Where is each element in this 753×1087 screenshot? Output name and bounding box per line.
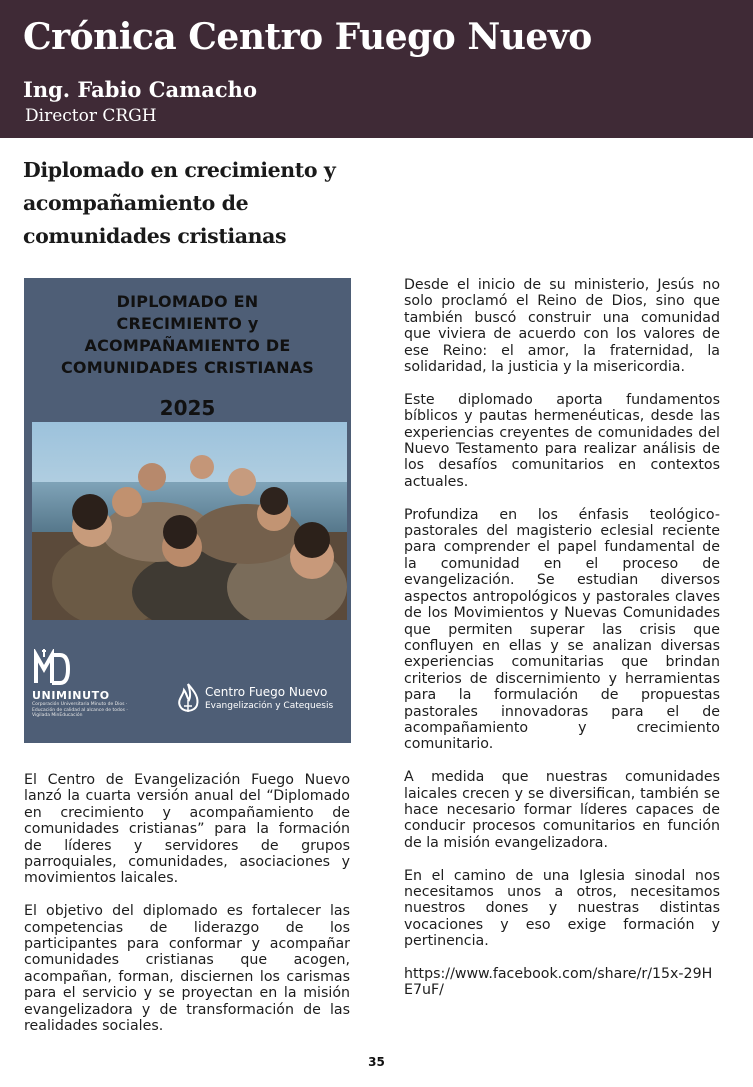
paragraph: El Centro de Evangelización Fuego Nuevo lanzó la cuarta versión anual del “Diplomado en crecimiento y acompañamiento de comunidades cristianas” para la formación de líderes y servidores de grupos parroquiales, comunidades, asociaciones y movimientos laicales. [24, 772, 350, 887]
article-title-line: comunidades cristianas [23, 224, 287, 248]
paragraph: Desde el inicio de su ministerio, Jesús no solo proclamó el Reino de Dios, sino que también buscó construir una comunidad que viviera de acuerdo con los valores de ese Reino: el amor, la fraternidad, la solidaridad, la justicia y la misericordia. [404, 277, 720, 376]
right-column [404, 277, 720, 1015]
cover-title-line: ACOMPAÑAMIENTO DE [84, 336, 291, 355]
page-number: 35 [368, 1055, 385, 1069]
cfn-logo-subtitle: Evangelización y Catequesis [205, 701, 334, 711]
paragraph: A medida que nuestras comunidades laicales crecen y se diversifican, también se hace necesario formar líderes capaces de conducir procesos comunitarios en función de la misión evangelizadora. [404, 769, 720, 851]
cover-title-line: COMUNIDADES CRISTIANAS [60, 358, 315, 377]
uniminuto-logo-subtitle: Corporación Universitaria Minuto de Dios · Educación de calidad al alcance de todos · Vigilada MinEducación [32, 702, 128, 718]
author-name: Ing. Fabio Camacho [23, 77, 257, 102]
page-title: Crónica Centro Fuego Nuevo [23, 16, 592, 58]
article-title [23, 154, 363, 253]
cfn-logo-name: Centro Fuego Nuevo [205, 685, 328, 699]
paragraph: Profundiza en los énfasis teológico-pastorales del magisterio eclesial reciente para comprender el papel fundamental de la comunidad en el proceso de evangelización. Se estudian diversos aspectos antropológicos y pastorales claves de los Movimientos y Nuevas Comunidades que permiten superar las crisis que confluyen en ellas y se analizan diversas experiencias comunitarias que brindan criterios de discernimiento y herramientas para la formulación de propuestas pastorales innovadoras para el de acompañamiento y crecimiento comunitario. [404, 506, 720, 753]
paragraph: Este diplomado aporta fundamentos bíblicos y pautas hermenéuticas, desde las experiencias creyentes de comunidades del Nuevo Testamento para realizar análisis de los desafíos comunitarios en contextos actuales. [404, 391, 720, 490]
article-title-line: Diplomado en crecimiento y [23, 158, 336, 182]
cover-title [24, 291, 351, 379]
author-role: Director CRGH [25, 106, 157, 126]
cover-year: 2025 [159, 396, 216, 420]
paragraph: El objetivo del diplomado es fortalecer las competencias de liderazgo de los participantes para conformar y acompañar comunidades cristianas que acogen, acompañan, forman, disciernen los carismas para el servicio y se proyectan en la misión evangelizadora y de transformación de las realidades sociales. [24, 903, 350, 1035]
facebook-link[interactable]: https://www.facebook.com/share/r/15x-29HE7uF/ [404, 965, 713, 999]
cover-title-line: DIPLOMADO EN [116, 292, 259, 311]
flame-icon [175, 682, 201, 714]
uniminuto-logo-icon [32, 649, 70, 685]
header-band [0, 0, 753, 138]
group-photo [32, 422, 347, 620]
left-column [24, 772, 350, 1051]
cover-title-line: CRECIMIENTO y [116, 314, 259, 333]
paragraph: En el camino de una Iglesia sinodal nos necesitamos unos a otros, necesitamos nuestros dones y nuestras distintas vocaciones y eso exige formación y pertinencia. [404, 867, 720, 950]
article-title-line: acompañamiento de [23, 191, 249, 215]
uniminuto-logo-text: UNIMINUTO [32, 689, 110, 702]
diplomado-cover-image [24, 278, 351, 743]
